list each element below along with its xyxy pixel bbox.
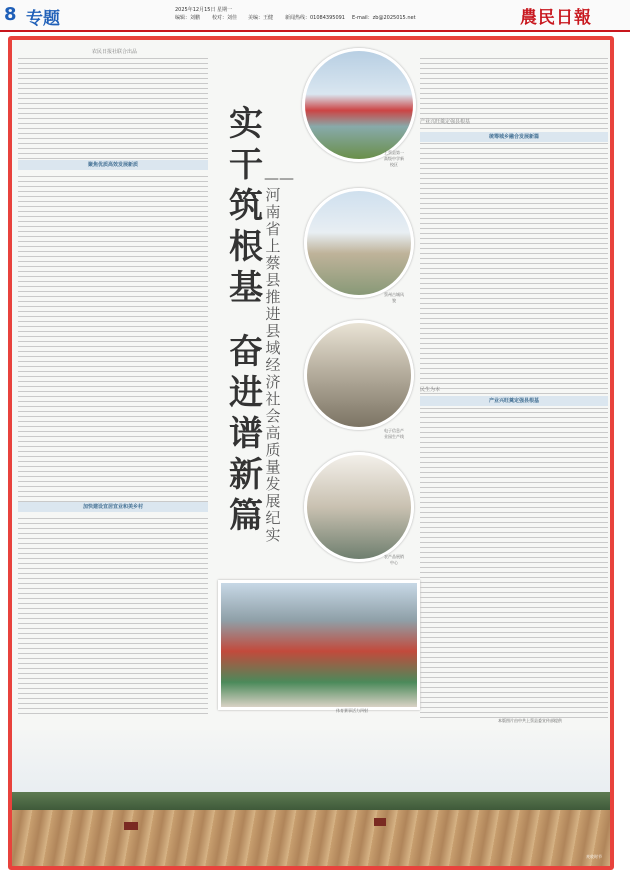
title-line-1: 实干筑根基: [229, 104, 263, 308]
caption-city: 蔡州古城风貌: [384, 292, 404, 303]
section-heading-1: 聚焦优质高效发展新质: [18, 160, 208, 170]
caption-market: 农产品展销中心: [384, 554, 404, 565]
typeset-credit: 美编：王健: [248, 15, 274, 21]
caption-stadium: 体育赛事活力四射: [336, 708, 368, 713]
right-kicker-2: 民生为本: [420, 387, 441, 393]
right-column-text: [420, 58, 608, 158]
right-column-text-3: [420, 412, 608, 722]
article-page: [8, 36, 614, 870]
hotline: 新闻热线：01084395091: [285, 15, 345, 21]
title-line-2: 奋进谱新篇: [229, 332, 263, 536]
article-kicker: 农民日报社联合出品: [92, 49, 138, 55]
footer-caption: 麦收时节: [586, 854, 602, 859]
proof-credit: 校对：刘佳: [212, 15, 238, 21]
left-column-text-2: [18, 176, 208, 511]
ancient-city-photo: [304, 188, 414, 298]
harvester-left: [124, 822, 138, 830]
article-subtitle: ——河南省上蔡县推进县域经济社会高质量发展纪实: [264, 169, 294, 544]
article-title-2: [226, 332, 266, 537]
right-kicker: 产业兴旺奠定强县根基: [420, 119, 471, 125]
factory-line-photo: [304, 320, 414, 430]
section-heading-4: 产业兴旺奠定强县根基: [420, 396, 608, 406]
harvester-right: [374, 818, 386, 826]
caption-school: 上蔡县第一高级中学新校区: [384, 150, 404, 167]
email: E-mail：zb@2025015.net: [352, 15, 416, 21]
harvest-field-photo: [12, 730, 610, 866]
header-rule: [0, 30, 630, 32]
page-header-bar: [0, 0, 630, 31]
section-name: 专题: [26, 9, 60, 29]
stadium-photo: [218, 580, 420, 710]
section-heading-2: 加快建设宜居宜业和美乡村: [18, 502, 208, 512]
article-title: [226, 104, 266, 309]
newspaper-masthead: 農民日報: [520, 8, 592, 28]
market-hall-photo: [304, 452, 414, 562]
issue-date: 2025年12月15日 星期一: [175, 7, 233, 13]
editor-credit: 编辑：刘鹏: [175, 15, 201, 21]
left-column-text-3: [18, 518, 208, 718]
school-campus-photo: [302, 48, 416, 162]
right-column-text-2: [420, 148, 608, 413]
section-heading-3: 统筹城乡融合发展新篇: [420, 132, 608, 142]
left-column-text: [18, 58, 208, 163]
photo-credit: 本版图片由中共上蔡县委宣传部提供: [498, 718, 562, 723]
page-number: 8: [4, 4, 17, 25]
caption-factory: 电子信息产业园生产线: [384, 428, 404, 439]
